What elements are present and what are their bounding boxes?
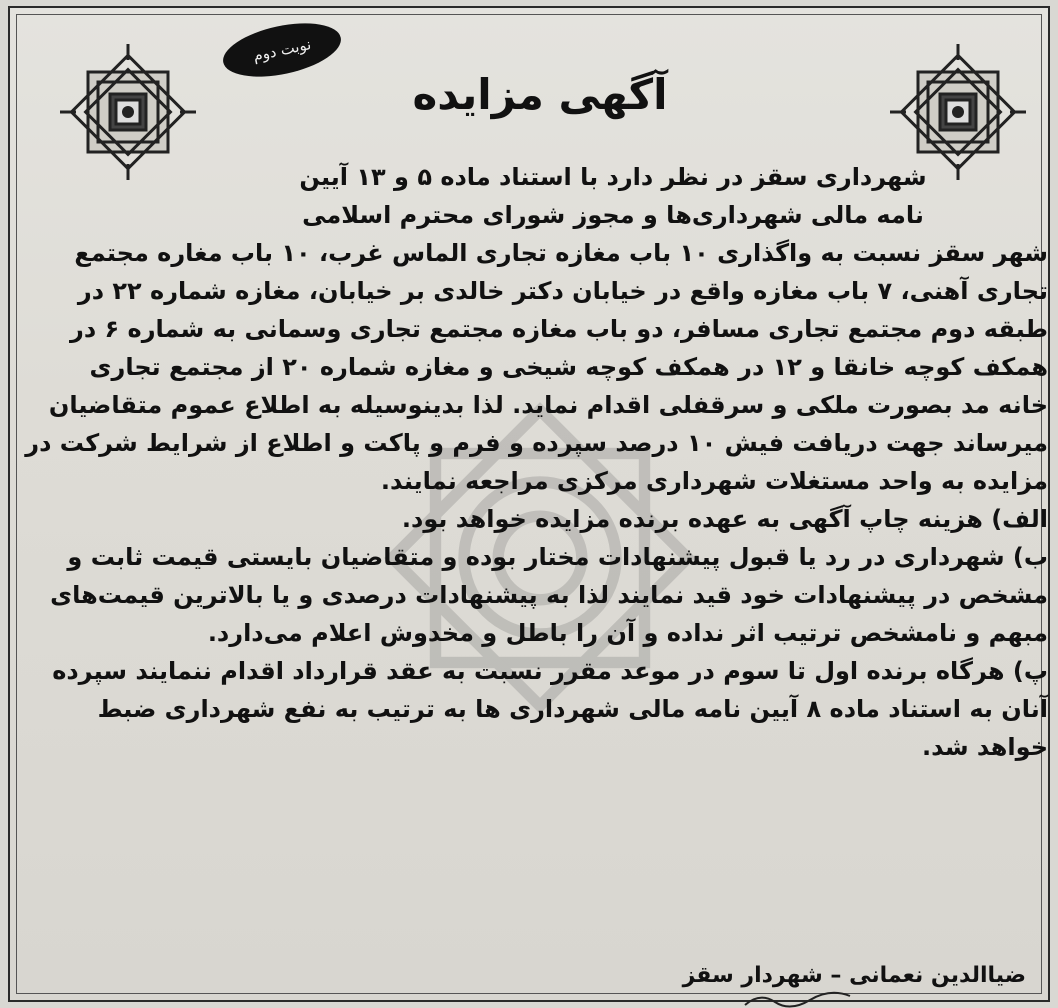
handwritten-mark-icon [740,990,860,1008]
clause-alef: الف) هزینه چاپ آگهی به عهده برنده مزایده خواهد بود. [401,505,1048,533]
body-line: طبقه دوم مجتمع تجاری مسافر، دو باب مغازه مجتمع تجاری وسمانی به شماره ۶ در [70,315,1048,343]
body-line: آنان به استناد ماده ۸ آیین نامه مالی شهرداری ها به ترتیب به نفع شهرداری ضبط [97,695,1048,723]
body-line: خواهد شد. [921,733,1048,761]
page-title: آگهی مزایده [412,70,668,119]
body-line: مشخص در پیشنهادات خود قید نمایند لذا به پیشنهادات درصدی و یا بالاترین قیمت‌های [50,581,1048,609]
second-publication-badge: نوبت دوم [218,14,345,86]
body-line: میرساند جهت دریافت فیش ۱۰ درصد سپرده و فرم و پاکت و اطلاع از شرایط شرکت در [25,429,1048,457]
body-line: تجاری آهنی، ۷ باب مغازه واقع در خیابان دکتر خالدی بر خیابان، مغازه شماره ۲۲ در [77,277,1048,305]
body-line: خانه مد بصورت ملکی و سرقفلی اقدام نماید. لذا بدینوسیله به اطلاع عموم متقاضیان [48,391,1048,419]
body-line: مبهم و نامشخص ترتیب اثر نداده و آن را باطل و مخدوش اعلام می‌دارد. [207,619,1048,647]
clause-pe: پ) هرگاه برنده اول تا سوم در موعد مقرر نسبت به عقد قرارداد اقدام ننمایند سپرده [52,657,1048,685]
announcement-body [25,158,1048,766]
intro-line: شهرداری سقز در نظر دارد با استناد ماده ۵ و ۱۳ آیین [299,163,927,191]
mayor-signature: ضیاالدین نعمانی – شهردار سقز [682,963,1026,988]
advertisement-frame [8,6,1050,1002]
body-line: همکف کوچه خانقا و ۱۲ در همکف کوچه شیخی و مغازه شماره ۲۰ از مجتمع تجاری [89,353,1048,381]
intro-line: نامه مالی شهرداری‌ها و مجوز شورای محترم اسلامی [302,201,924,229]
body-line: شهر سقز نسبت به واگذاری ۱۰ باب مغازه تجاری الماس غرب، ۱۰ باب مغاره مجتمع [74,239,1048,267]
body-line: مزایده به واحد مستغلات شهرداری مرکزی مراجعه نمایند. [380,467,1048,495]
clause-be: ب) شهرداری در رد یا قبول پیشنهادات مختار بوده و متقاضیان بایستی قیمت ثابت و [67,543,1048,571]
